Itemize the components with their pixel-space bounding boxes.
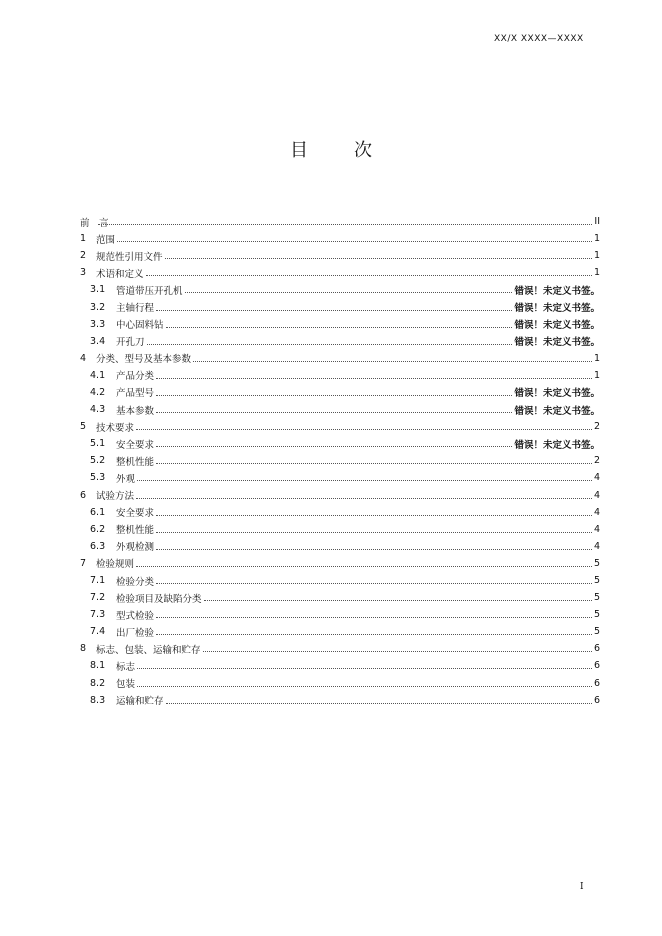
- toc-entry-page: 错误！未定义书签。: [514, 285, 600, 297]
- toc-entry-number: 6: [80, 489, 87, 501]
- toc-entry-label: 整机性能: [116, 525, 155, 537]
- toc-entry-label: 术语和定义: [96, 268, 144, 280]
- toc-leader-dots: [193, 361, 592, 362]
- toc-entry[interactable]: [80, 213, 600, 230]
- toc-entry-label: 中心固料钻: [116, 320, 164, 332]
- toc-leader-dots: [156, 463, 592, 464]
- toc-entry-number: 7.2: [90, 592, 106, 604]
- toc-entry-number: 3.4: [90, 335, 106, 347]
- toc-entry-number: 5: [80, 421, 87, 433]
- toc-entry[interactable]: [80, 640, 600, 657]
- toc-leader-dots: [137, 668, 592, 669]
- toc-entry-label: 安全要求: [116, 439, 155, 451]
- toc-leader-dots: [136, 429, 592, 430]
- toc-entry-number: 4.2: [90, 386, 106, 398]
- toc-leader-dots: [156, 395, 512, 396]
- toc-entry-page: 错误！未定义书签。: [514, 337, 600, 349]
- table-of-contents: [80, 213, 600, 709]
- toc-entry-page: 5: [593, 575, 600, 587]
- toc-entry-page: 2: [593, 455, 600, 467]
- toc-entry-page: 4: [593, 472, 600, 484]
- toc-entry[interactable]: [80, 367, 600, 384]
- toc-leader-dots: [156, 310, 512, 311]
- footer-page-number: I: [580, 882, 584, 892]
- toc-entry[interactable]: [80, 623, 600, 640]
- toc-entry[interactable]: [80, 675, 600, 692]
- toc-entry[interactable]: [80, 657, 600, 674]
- toc-entry-page: 5: [593, 557, 600, 569]
- toc-entry-number: 8.2: [90, 677, 106, 689]
- toc-leader-dots: [98, 224, 592, 225]
- toc-entry-page: 6: [593, 643, 600, 655]
- toc-entry-label: 运输和贮存: [116, 696, 164, 708]
- toc-entry-number: 5.2: [90, 455, 106, 467]
- toc-entry[interactable]: [80, 692, 600, 709]
- toc-entry-label: 出厂检验: [116, 627, 155, 639]
- toc-leader-dots: [165, 258, 592, 259]
- toc-entry[interactable]: [80, 247, 600, 264]
- toc-entry-number: 5.3: [90, 472, 106, 484]
- toc-entry-label: 外观检测: [116, 542, 155, 554]
- toc-entry-number: 7.4: [90, 626, 106, 638]
- document-code-header: XX/X XXXX—XXXX: [494, 34, 584, 44]
- toc-entry-number: 4.1: [90, 369, 106, 381]
- toc-entry-number: 8.3: [90, 694, 106, 706]
- toc-entry-page: 1: [593, 352, 600, 364]
- toc-leader-dots: [156, 532, 592, 533]
- toc-entry-label: 包装: [116, 679, 136, 691]
- toc-entry-number: 前 言: [80, 217, 109, 229]
- toc-entry-page: 1: [593, 233, 600, 245]
- toc-entry-number: 2: [80, 250, 87, 262]
- toc-entry-label: 开孔刀: [116, 337, 145, 349]
- toc-entry-number: 4: [80, 352, 87, 364]
- title-char-2: 次: [354, 140, 372, 161]
- toc-entry-number: 7: [80, 557, 87, 569]
- toc-entry-page: 2: [593, 421, 600, 433]
- toc-entry-number: 7.3: [90, 609, 106, 621]
- toc-entry-page: 4: [593, 489, 600, 501]
- toc-leader-dots: [156, 617, 592, 618]
- toc-leader-dots: [156, 634, 592, 635]
- toc-entry-page: 5: [593, 609, 600, 621]
- toc-entry[interactable]: [80, 418, 600, 435]
- toc-entry-label: 范围: [96, 234, 116, 246]
- toc-leader-dots: [203, 651, 592, 652]
- toc-leader-dots: [117, 241, 592, 242]
- toc-entry[interactable]: [80, 521, 600, 538]
- toc-entry[interactable]: [80, 230, 600, 247]
- toc-entry-page: 错误！未定义书签。: [514, 439, 600, 451]
- toc-entry-number: 1: [80, 233, 87, 245]
- toc-leader-dots: [146, 275, 592, 276]
- title-char-1: 目: [290, 140, 308, 161]
- toc-entry[interactable]: [80, 401, 600, 418]
- toc-entry[interactable]: [80, 504, 600, 521]
- toc-entry-number: 3.1: [90, 284, 106, 296]
- toc-entry-label: 试验方法: [96, 491, 135, 503]
- toc-entry-number: 4.3: [90, 404, 106, 416]
- toc-entry-label: 检验分类: [116, 576, 155, 588]
- toc-leader-dots: [166, 327, 513, 328]
- toc-entry[interactable]: [80, 264, 600, 281]
- toc-entry-label: 安全要求: [116, 508, 155, 520]
- toc-entry[interactable]: [80, 316, 600, 333]
- toc-entry-page: 6: [593, 660, 600, 672]
- toc-entry[interactable]: [80, 452, 600, 469]
- toc-entry[interactable]: [80, 298, 600, 315]
- toc-entry[interactable]: [80, 350, 600, 367]
- toc-entry[interactable]: [80, 333, 600, 350]
- toc-leader-dots: [156, 446, 512, 447]
- toc-leader-dots: [156, 515, 592, 516]
- toc-entry-label: 基本参数: [116, 405, 155, 417]
- toc-entry[interactable]: [80, 281, 600, 298]
- toc-entry-number: 6.3: [90, 540, 106, 552]
- toc-entry-label: 检验项目及缺陷分类: [116, 593, 202, 605]
- toc-entry-label: 主轴行程: [116, 303, 155, 315]
- toc-leader-dots: [156, 583, 592, 584]
- toc-entry-label: 整机性能: [116, 456, 155, 468]
- toc-entry-page: 4: [593, 506, 600, 518]
- toc-entry-label: 产品型号: [116, 388, 155, 400]
- toc-entry[interactable]: [80, 384, 600, 401]
- toc-entry-label: 外观: [116, 473, 136, 485]
- toc-entry-number: 3: [80, 267, 87, 279]
- toc-entry[interactable]: [80, 589, 600, 606]
- toc-leader-dots: [204, 600, 592, 601]
- toc-entry-label: 规范性引用文件: [96, 251, 163, 263]
- toc-entry-number: 6.2: [90, 523, 106, 535]
- toc-entry-page: 1: [593, 250, 600, 262]
- toc-entry-label: 标志: [116, 661, 136, 673]
- toc-entry-number: 5.1: [90, 438, 106, 450]
- toc-entry-number: 6.1: [90, 506, 106, 518]
- toc-leader-dots: [137, 480, 592, 481]
- toc-entry[interactable]: [80, 487, 600, 504]
- toc-entry-page: II: [594, 216, 600, 228]
- toc-entry-page: 4: [593, 523, 600, 535]
- toc-entry-number: 7.1: [90, 575, 106, 587]
- toc-entry-number: 3.2: [90, 301, 106, 313]
- toc-entry[interactable]: [80, 538, 600, 555]
- toc-entry-page: 1: [593, 369, 600, 381]
- toc-entry-page: 1: [593, 267, 600, 279]
- toc-entry[interactable]: [80, 606, 600, 623]
- toc-entry-page: 错误！未定义书签。: [514, 405, 600, 417]
- toc-leader-dots: [136, 498, 592, 499]
- toc-entry-page: 5: [593, 592, 600, 604]
- toc-entry[interactable]: [80, 555, 600, 572]
- toc-entry-label: 管道带压开孔机: [116, 285, 183, 297]
- toc-leader-dots: [156, 412, 512, 413]
- toc-entry-number: 3.3: [90, 318, 106, 330]
- toc-entry-label: 分类、型号及基本参数: [96, 354, 192, 366]
- toc-entry-number: 8.1: [90, 660, 106, 672]
- toc-entry-page: 6: [593, 694, 600, 706]
- toc-leader-dots: [156, 549, 592, 550]
- toc-entry[interactable]: [80, 469, 600, 486]
- toc-entry[interactable]: [80, 572, 600, 589]
- toc-entry-label: 技术要求: [96, 422, 135, 434]
- toc-leader-dots: [136, 566, 592, 567]
- toc-leader-dots: [166, 703, 592, 704]
- toc-entry-label: 型式检验: [116, 610, 155, 622]
- toc-entry-page: 错误！未定义书签。: [514, 303, 600, 315]
- toc-entry-label: 产品分类: [116, 371, 155, 383]
- toc-entry-page: 错误！未定义书签。: [514, 388, 600, 400]
- toc-entry-page: 5: [593, 626, 600, 638]
- toc-entry-number: 8: [80, 643, 87, 655]
- toc-leader-dots: [185, 292, 513, 293]
- toc-entry[interactable]: [80, 435, 600, 452]
- page-title: [0, 136, 662, 162]
- toc-leader-dots: [147, 344, 513, 345]
- toc-entry-page: 4: [593, 540, 600, 552]
- toc-entry-page: 6: [593, 677, 600, 689]
- toc-entry-label: 标志、包装、运输和贮存: [96, 644, 201, 656]
- toc-entry-page: 错误！未定义书签。: [514, 320, 600, 332]
- toc-leader-dots: [137, 686, 592, 687]
- toc-entry-label: 检验规则: [96, 559, 135, 571]
- toc-leader-dots: [156, 378, 592, 379]
